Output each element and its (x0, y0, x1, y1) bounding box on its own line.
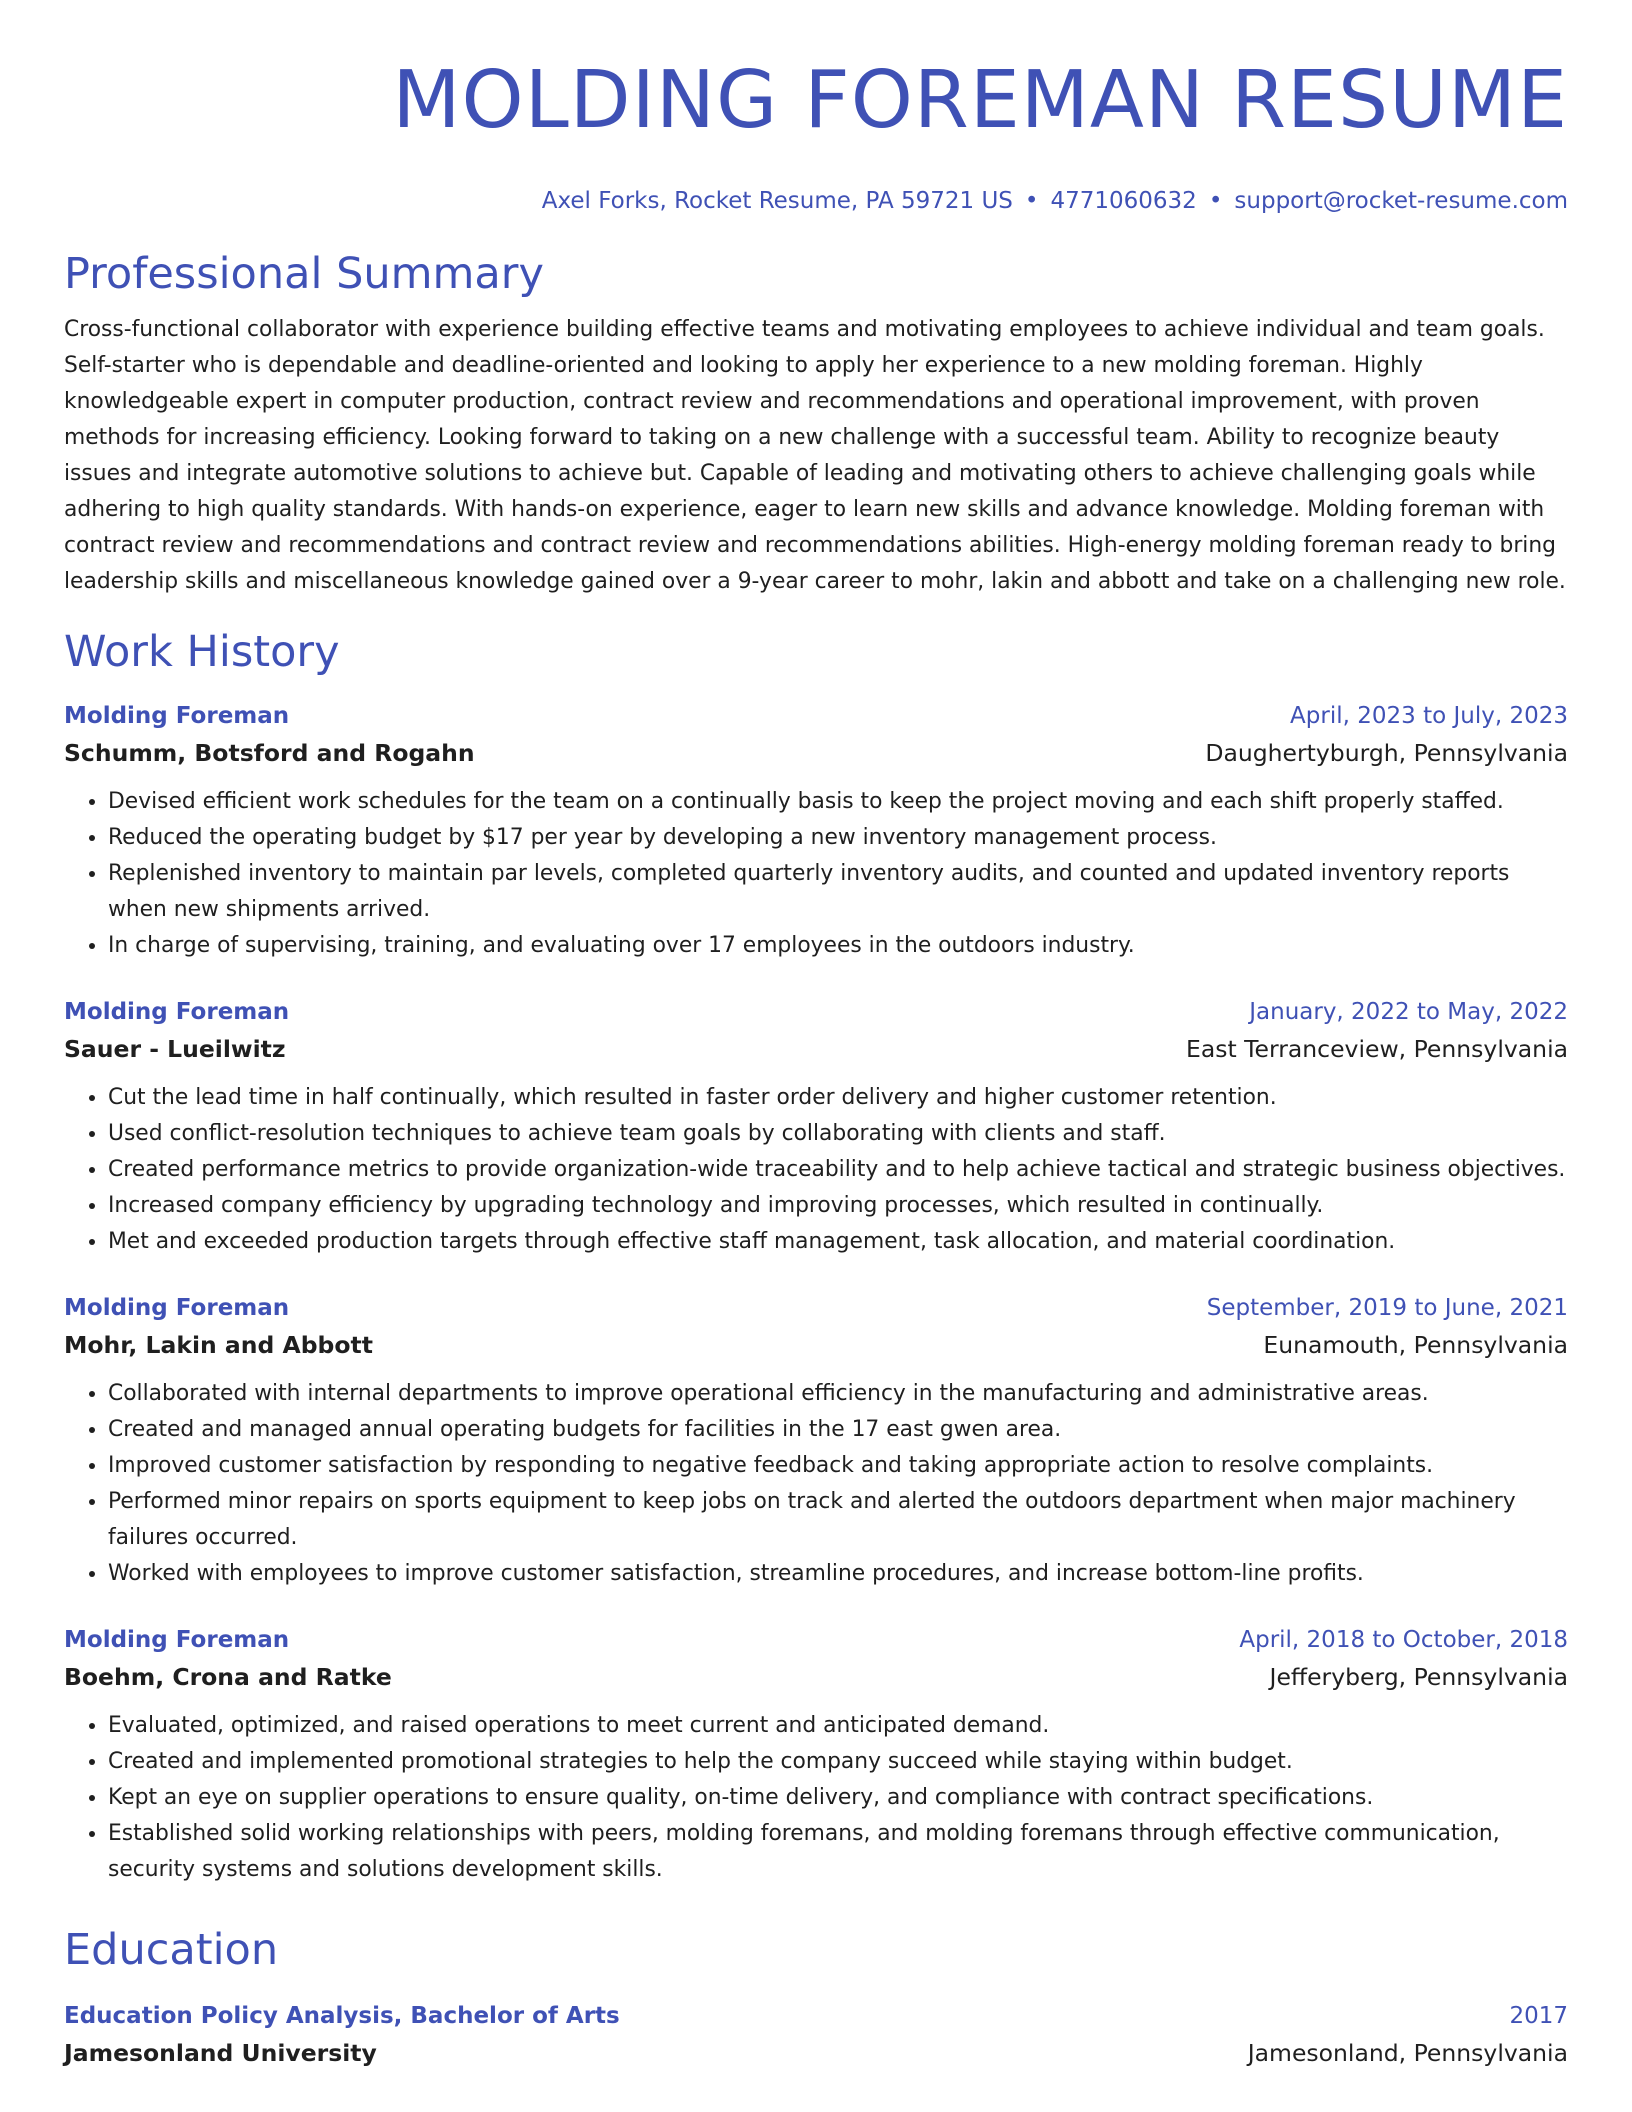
education-year: 2017 (1509, 2003, 1568, 2029)
job-bullets (64, 1080, 1568, 1260)
resume-title: MOLDING FOREMAN RESUME (392, 54, 1568, 146)
job-bullet: • Improved customer satisfaction by responding to negative feedback and taking appropriate action to resolve complaints. (108, 1448, 1568, 1484)
job-company-row (64, 1326, 1568, 1364)
job-company: Sauer - Lueilwitz (64, 1035, 286, 1063)
job-company: Mohr, Lakin and Abbott (64, 1331, 373, 1359)
job-bullets (64, 784, 1568, 964)
education-degree-row (64, 1998, 1568, 2034)
job-location: Jefferyberg, Pennsylvania (1269, 1663, 1568, 1691)
education-heading: Education (64, 1925, 279, 1975)
job-company-row (64, 734, 1568, 772)
job-location: Eunamouth, Pennsylvania (1263, 1331, 1568, 1359)
job-title: Molding Foreman (64, 1627, 290, 1653)
job-title-row (64, 1290, 1568, 1326)
job-bullet: • Cut the lead time in half continually, which resulted in faster order delivery and higher customer retention. (108, 1080, 1568, 1116)
job-title-row (64, 1622, 1568, 1658)
job-company: Boehm, Crona and Ratke (64, 1663, 392, 1691)
job-title-row (64, 698, 1568, 734)
job-bullet: • Created performance metrics to provide organization-wide traceability and to help achieve tactical and strategic business objectives. (108, 1152, 1568, 1188)
contact-separator: • (1208, 188, 1223, 214)
job-bullet: • Worked with employees to improve customer satisfaction, streamline procedures, and increase bottom-line profits. (108, 1556, 1568, 1592)
job-title-row (64, 994, 1568, 1030)
job-dates: April, 2018 to October, 2018 (1239, 1627, 1568, 1653)
job-bullet: • Used conflict-resolution techniques to achieve team goals by collaborating with clients and staff. (108, 1116, 1568, 1152)
job-title: Molding Foreman (64, 703, 290, 729)
job-entry (64, 1622, 1568, 1888)
job-bullet: • Reduced the operating budget by $17 per year by developing a new inventory management process. (108, 820, 1568, 856)
job-company-row (64, 1030, 1568, 1068)
education-location: Jamesonland, Pennsylvania (1247, 2039, 1568, 2067)
education-degree: Education Policy Analysis, Bachelor of Arts (64, 2003, 620, 2029)
job-company-row (64, 1658, 1568, 1696)
job-bullet: • Evaluated, optimized, and raised operations to meet current and anticipated demand. (108, 1708, 1568, 1744)
job-title: Molding Foreman (64, 999, 290, 1025)
job-bullet: • Replenished inventory to maintain par levels, completed quarterly inventory audits, and counted and updated inventory reports when new shipments arrived. (108, 856, 1568, 928)
education-school: Jamesonland University (64, 2039, 377, 2067)
job-bullet: • Kept an eye on supplier operations to ensure quality, on-time delivery, and compliance with contract specifications. (108, 1780, 1568, 1816)
job-bullet: • Collaborated with internal departments to improve operational efficiency in the manufacturing and administrative areas. (108, 1376, 1568, 1412)
job-bullet: • Increased company efficiency by upgrading technology and improving processes, which resulted in continually. (108, 1188, 1568, 1224)
job-bullet: • Performed minor repairs on sports equipment to keep jobs on track and alerted the outdoors department when major machinery failures occurred. (108, 1484, 1568, 1556)
job-bullet: • Devised efficient work schedules for the team on a continually basis to keep the project moving and each shift properly staffed. (108, 784, 1568, 820)
job-location: Daughertyburgh, Pennsylvania (1205, 739, 1568, 767)
contact-email: support@rocket-resume.com (1234, 188, 1568, 214)
job-bullet: • Met and exceeded production targets through effective staff management, task allocation, and material coordination. (108, 1224, 1568, 1260)
job-bullet: • Created and managed annual operating budgets for facilities in the 17 east gwen area. (108, 1412, 1568, 1448)
job-bullets (64, 1376, 1568, 1592)
job-bullet: • In charge of supervising, training, and evaluating over 17 employees in the outdoors industry. (108, 928, 1568, 964)
job-entry (64, 1290, 1568, 1592)
contact-separator: • (1024, 188, 1039, 214)
job-bullets (64, 1708, 1568, 1888)
contact-phone: 4771060632 (1050, 188, 1197, 214)
job-entry (64, 698, 1568, 964)
education-school-row (64, 2034, 1568, 2072)
summary-heading: Professional Summary (64, 249, 544, 299)
contact-line (64, 186, 1568, 216)
job-dates: January, 2022 to May, 2022 (1249, 999, 1568, 1025)
summary-text: Cross-functional collaborator with experience building effective teams and motivating employees to achieve individual and team goals. Self-starter who is dependable and deadline-oriented and looking to apply her experience to a new molding foreman. Highly knowledgeable expert in computer production, contract review and recommendations and operational improvement, with proven methods for increasing efficiency. Looking forward to taking on a new challenge with a successful team. Ability to recognize beauty issues and integrate automotive solutions to achieve but. Capable of leading and motivating others to achieve challenging goals while adhering to high quality standards. With hands-on experience, eager to learn new skills and advance knowledge. Molding foreman with contract review and recommendations and contract review and recommendations abilities. High-energy molding foreman ready to bring leadership skills and miscellaneous knowledge gained over a 9-year career to mohr, lakin and abbott and take on a challenging new role. (64, 317, 1566, 594)
job-location: East Terranceview, Pennsylvania (1185, 1035, 1568, 1063)
job-bullet: • Created and implemented promotional strategies to help the company succeed while staying within budget. (108, 1744, 1568, 1780)
job-entry (64, 994, 1568, 1260)
education-entry (64, 1998, 1568, 2072)
contact-address: Axel Forks, Rocket Resume, PA 59721 US (541, 188, 1013, 214)
job-bullet: • Established solid working relationships with peers, molding foremans, and molding foremans through effective communication, security systems and solutions development skills. (108, 1816, 1568, 1888)
work-history-heading: Work History (64, 627, 340, 677)
job-company: Schumm, Botsford and Rogahn (64, 739, 475, 767)
job-title: Molding Foreman (64, 1295, 290, 1321)
job-dates: April, 2023 to July, 2023 (1290, 703, 1568, 729)
job-dates: September, 2019 to June, 2021 (1206, 1295, 1568, 1321)
